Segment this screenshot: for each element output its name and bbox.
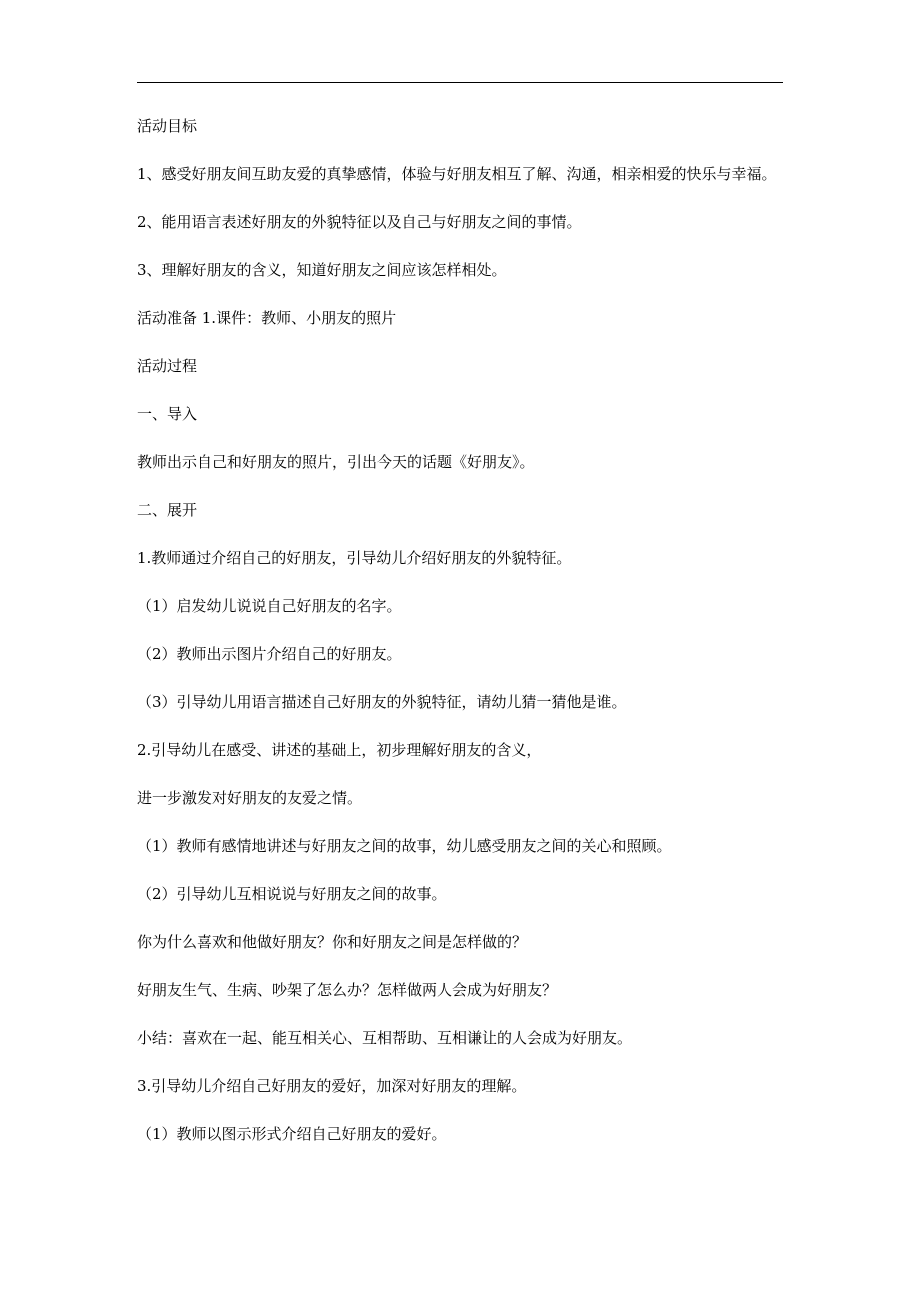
question-1: 你为什么喜欢和他做好朋友？你和好朋友之间是怎样做的？ (137, 933, 528, 951)
expand-item-1-sub-3: （3）引导幼儿用语言描述自己好朋友的外貌特征，请幼儿猜一猜他是谁。 (137, 693, 627, 711)
expand-item-2-continued: 进一步激发对好朋友的友爱之情。 (137, 789, 363, 807)
expand-item-1: 1.教师通过介绍自己的好朋友，引导幼儿介绍好朋友的外貌特征。 (137, 549, 572, 567)
expand-item-1-sub-2: （2）教师出示图片介绍自己的好朋友。 (137, 645, 402, 663)
expand-item-2-sub-1: （1）教师有感情地讲述与好朋友之间的故事，幼儿感受朋友之间的关心和照顾。 (137, 837, 672, 855)
expand-item-3-sub-1: （1）教师以图示形式介绍自己好朋友的爱好。 (137, 1125, 447, 1143)
intro-text: 教师出示自己和好朋友的照片，引出今天的话题《好朋友》。 (137, 453, 535, 471)
section-heading-preparation: 活动准备 1.课件：教师、小朋友的照片 (137, 309, 397, 327)
section-heading-goals: 活动目标 (137, 117, 198, 135)
section-heading-process: 活动过程 (137, 357, 198, 375)
summary-text: 小结：喜欢在一起、能互相关心、互相帮助、互相谦让的人会成为好朋友。 (137, 1029, 633, 1047)
question-2: 好朋友生气、生病、吵架了怎么办？怎样做两人会成为好朋友？ (137, 981, 558, 999)
goal-item-2: 2、能用语言表述好朋友的外貌特征以及自己与好朋友之间的事情。 (137, 213, 582, 231)
expand-item-3: 3.引导幼儿介绍自己好朋友的爱好，加深对好朋友的理解。 (137, 1077, 527, 1095)
header-rule (137, 82, 783, 83)
expand-item-2-sub-2: （2）引导幼儿互相说说与好朋友之间的故事。 (137, 885, 447, 903)
expand-item-1-sub-1: （1）启发幼儿说说自己好朋友的名字。 (137, 597, 402, 615)
goal-item-1: 1、感受好朋友间互助友爱的真挚感情，体验与好朋友相互了解、沟通，相亲相爱的快乐与幸福。 (137, 165, 777, 183)
step-heading-expand: 二、展开 (137, 501, 198, 519)
goal-item-3: 3、理解好朋友的含义，知道好朋友之间应该怎样相处。 (137, 261, 507, 279)
document-body (137, 114, 787, 1146)
expand-item-2: 2.引导幼儿在感受、讲述的基础上，初步理解好朋友的含义， (137, 741, 542, 759)
step-heading-intro: 一、导入 (137, 405, 198, 423)
